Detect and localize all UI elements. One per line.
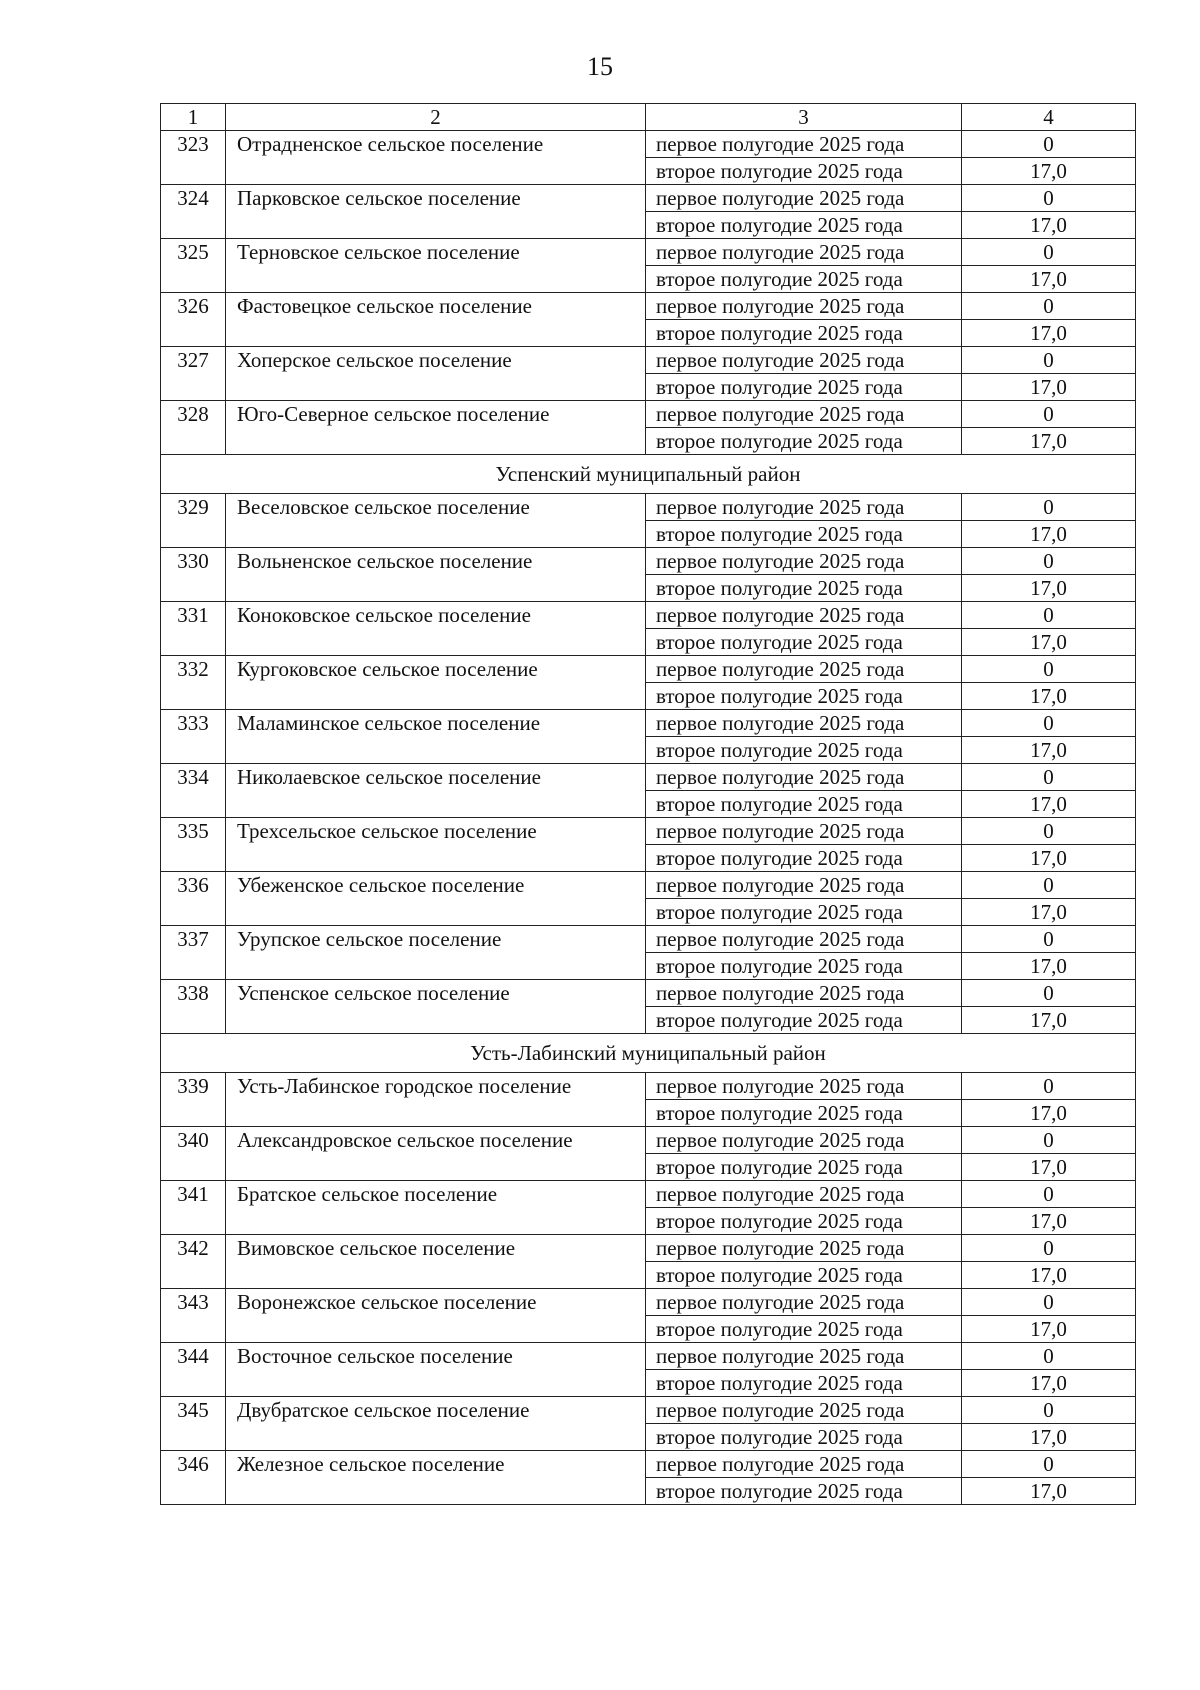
header-cell-col1: 1	[161, 104, 226, 131]
period-value: 17,0	[962, 1478, 1136, 1505]
settlement-name: Александровское сельское поселение	[226, 1127, 646, 1181]
period-value: 17,0	[962, 1007, 1136, 1034]
row-number: 338	[161, 980, 226, 1034]
period-label: второе полугодие 2025 года	[646, 521, 962, 548]
period-label: второе полугодие 2025 года	[646, 1154, 962, 1181]
header-cell-col3: 3	[646, 104, 962, 131]
district-header-row	[161, 455, 1136, 494]
period-value: 0	[962, 980, 1136, 1007]
period-label: первое полугодие 2025 года	[646, 1397, 962, 1424]
row-number: 330	[161, 548, 226, 602]
settlement-name: Маламинское сельское поселение	[226, 710, 646, 764]
table-row	[161, 239, 1136, 266]
period-label: второе полугодие 2025 года	[646, 158, 962, 185]
period-label: первое полугодие 2025 года	[646, 980, 962, 1007]
row-number: 327	[161, 347, 226, 401]
period-value: 0	[962, 926, 1136, 953]
period-label: второе полугодие 2025 года	[646, 953, 962, 980]
period-value: 0	[962, 1127, 1136, 1154]
period-label: первое полугодие 2025 года	[646, 602, 962, 629]
settlement-name: Терновское сельское поселение	[226, 239, 646, 293]
table-row	[161, 602, 1136, 629]
period-label: второе полугодие 2025 года	[646, 1424, 962, 1451]
settlement-name: Усть-Лабинское городское поселение	[226, 1073, 646, 1127]
settlement-name: Трехсельское сельское поселение	[226, 818, 646, 872]
settlement-name: Фастовецкое сельское поселение	[226, 293, 646, 347]
settlement-name: Вольненское сельское поселение	[226, 548, 646, 602]
settlement-name: Хоперское сельское поселение	[226, 347, 646, 401]
header-cell-col2: 2	[226, 104, 646, 131]
table-row	[161, 1451, 1136, 1478]
period-label: первое полугодие 2025 года	[646, 1127, 962, 1154]
period-value: 17,0	[962, 1316, 1136, 1343]
period-value: 0	[962, 1073, 1136, 1100]
period-value: 0	[962, 494, 1136, 521]
period-value: 17,0	[962, 1262, 1136, 1289]
row-number: 337	[161, 926, 226, 980]
period-value: 0	[962, 818, 1136, 845]
row-number: 346	[161, 1451, 226, 1505]
row-number: 323	[161, 131, 226, 185]
table-row	[161, 980, 1136, 1007]
period-label: первое полугодие 2025 года	[646, 1343, 962, 1370]
settlement-name: Воронежское сельское поселение	[226, 1289, 646, 1343]
table-row	[161, 1343, 1136, 1370]
period-label: первое полугодие 2025 года	[646, 1073, 962, 1100]
period-label: второе полугодие 2025 года	[646, 683, 962, 710]
period-label: первое полугодие 2025 года	[646, 131, 962, 158]
period-label: первое полугодие 2025 года	[646, 185, 962, 212]
table-row	[161, 656, 1136, 683]
period-label: первое полугодие 2025 года	[646, 494, 962, 521]
table-row	[161, 1235, 1136, 1262]
period-value: 0	[962, 1397, 1136, 1424]
district-header-row	[161, 1034, 1136, 1073]
period-label: первое полугодие 2025 года	[646, 872, 962, 899]
row-number: 335	[161, 818, 226, 872]
district-name: Усть-Лабинский муниципальный район	[161, 1034, 1136, 1073]
period-value: 0	[962, 131, 1136, 158]
period-label: первое полугодие 2025 года	[646, 1235, 962, 1262]
settlement-name: Николаевское сельское поселение	[226, 764, 646, 818]
period-label: второе полугодие 2025 года	[646, 428, 962, 455]
period-value: 17,0	[962, 1208, 1136, 1235]
period-value: 17,0	[962, 899, 1136, 926]
period-value: 0	[962, 401, 1136, 428]
row-number: 340	[161, 1127, 226, 1181]
period-value: 0	[962, 1289, 1136, 1316]
period-value: 0	[962, 185, 1136, 212]
row-number: 332	[161, 656, 226, 710]
period-label: второе полугодие 2025 года	[646, 899, 962, 926]
row-number: 331	[161, 602, 226, 656]
settlement-name: Отрадненское сельское поселение	[226, 131, 646, 185]
period-label: второе полугодие 2025 года	[646, 1478, 962, 1505]
period-value: 0	[962, 1451, 1136, 1478]
table-row	[161, 764, 1136, 791]
period-label: второе полугодие 2025 года	[646, 320, 962, 347]
period-label: первое полугодие 2025 года	[646, 926, 962, 953]
row-number: 328	[161, 401, 226, 455]
settlement-name: Убеженское сельское поселение	[226, 872, 646, 926]
page-number: 15	[587, 52, 613, 81]
period-value: 0	[962, 548, 1136, 575]
period-value: 17,0	[962, 845, 1136, 872]
period-label: второе полугодие 2025 года	[646, 1100, 962, 1127]
table-row	[161, 1073, 1136, 1100]
data-table	[160, 103, 1136, 1505]
table-row	[161, 818, 1136, 845]
settlement-name: Урупское сельское поселение	[226, 926, 646, 980]
period-label: первое полугодие 2025 года	[646, 764, 962, 791]
row-number: 339	[161, 1073, 226, 1127]
row-number: 329	[161, 494, 226, 548]
period-value: 17,0	[962, 791, 1136, 818]
period-label: второе полугодие 2025 года	[646, 791, 962, 818]
row-number: 343	[161, 1289, 226, 1343]
period-label: второе полугодие 2025 года	[646, 629, 962, 656]
period-label: второе полугодие 2025 года	[646, 845, 962, 872]
table-row	[161, 1289, 1136, 1316]
table-row	[161, 131, 1136, 158]
period-value: 17,0	[962, 575, 1136, 602]
row-number: 324	[161, 185, 226, 239]
period-label: первое полугодие 2025 года	[646, 293, 962, 320]
table-row	[161, 185, 1136, 212]
period-value: 17,0	[962, 1370, 1136, 1397]
period-value: 0	[962, 602, 1136, 629]
period-label: первое полугодие 2025 года	[646, 710, 962, 737]
period-value: 0	[962, 293, 1136, 320]
row-number: 341	[161, 1181, 226, 1235]
table-row	[161, 347, 1136, 374]
settlement-name: Кургоковское сельское поселение	[226, 656, 646, 710]
period-label: первое полугодие 2025 года	[646, 818, 962, 845]
table-row	[161, 1397, 1136, 1424]
period-label: второе полугодие 2025 года	[646, 737, 962, 764]
period-value: 0	[962, 1181, 1136, 1208]
period-value: 0	[962, 872, 1136, 899]
period-value: 17,0	[962, 158, 1136, 185]
district-name: Успенский муниципальный район	[161, 455, 1136, 494]
period-label: второе полугодие 2025 года	[646, 212, 962, 239]
period-value: 17,0	[962, 737, 1136, 764]
settlement-name: Вимовское сельское поселение	[226, 1235, 646, 1289]
period-label: первое полугодие 2025 года	[646, 656, 962, 683]
row-number: 336	[161, 872, 226, 926]
row-number: 345	[161, 1397, 226, 1451]
period-label: первое полугодие 2025 года	[646, 1181, 962, 1208]
period-label: первое полугодие 2025 года	[646, 1289, 962, 1316]
period-label: второе полугодие 2025 года	[646, 1208, 962, 1235]
period-value: 17,0	[962, 683, 1136, 710]
header-cell-col4: 4	[962, 104, 1136, 131]
period-label: второе полугодие 2025 года	[646, 1316, 962, 1343]
settlement-name: Коноковское сельское поселение	[226, 602, 646, 656]
table-row	[161, 710, 1136, 737]
period-label: второе полугодие 2025 года	[646, 1007, 962, 1034]
period-value: 17,0	[962, 428, 1136, 455]
row-number: 326	[161, 293, 226, 347]
period-value: 17,0	[962, 266, 1136, 293]
period-value: 0	[962, 1343, 1136, 1370]
period-value: 17,0	[962, 374, 1136, 401]
period-label: первое полугодие 2025 года	[646, 401, 962, 428]
period-value: 0	[962, 764, 1136, 791]
table-row	[161, 1181, 1136, 1208]
settlement-name: Юго-Северное сельское поселение	[226, 401, 646, 455]
period-value: 17,0	[962, 320, 1136, 347]
period-value: 17,0	[962, 1154, 1136, 1181]
table-row	[161, 872, 1136, 899]
period-label: второе полугодие 2025 года	[646, 1262, 962, 1289]
period-value: 0	[962, 347, 1136, 374]
settlement-name: Двубратское сельское поселение	[226, 1397, 646, 1451]
settlement-name: Восточное сельское поселение	[226, 1343, 646, 1397]
period-value: 17,0	[962, 521, 1136, 548]
row-number: 334	[161, 764, 226, 818]
period-value: 17,0	[962, 953, 1136, 980]
period-label: второе полугодие 2025 года	[646, 374, 962, 401]
table-row	[161, 401, 1136, 428]
table-row	[161, 494, 1136, 521]
period-value: 0	[962, 656, 1136, 683]
table-row	[161, 1127, 1136, 1154]
period-label: второе полугодие 2025 года	[646, 266, 962, 293]
row-number: 342	[161, 1235, 226, 1289]
period-value: 17,0	[962, 212, 1136, 239]
table-row	[161, 293, 1136, 320]
table-row	[161, 548, 1136, 575]
row-number: 344	[161, 1343, 226, 1397]
settlement-name: Парковское сельское поселение	[226, 185, 646, 239]
table-header-row	[161, 104, 1136, 131]
period-value: 0	[962, 1235, 1136, 1262]
settlement-name: Братское сельское поселение	[226, 1181, 646, 1235]
period-value: 17,0	[962, 629, 1136, 656]
row-number: 333	[161, 710, 226, 764]
period-value: 0	[962, 239, 1136, 266]
settlement-name: Веселовское сельское поселение	[226, 494, 646, 548]
period-label: второе полугодие 2025 года	[646, 575, 962, 602]
period-value: 0	[962, 710, 1136, 737]
table-row	[161, 926, 1136, 953]
period-label: второе полугодие 2025 года	[646, 1370, 962, 1397]
period-value: 17,0	[962, 1100, 1136, 1127]
period-label: первое полугодие 2025 года	[646, 548, 962, 575]
period-label: первое полугодие 2025 года	[646, 239, 962, 266]
settlement-name: Успенское сельское поселение	[226, 980, 646, 1034]
settlement-name: Железное сельское поселение	[226, 1451, 646, 1505]
period-label: первое полугодие 2025 года	[646, 1451, 962, 1478]
period-value: 17,0	[962, 1424, 1136, 1451]
row-number: 325	[161, 239, 226, 293]
period-label: первое полугодие 2025 года	[646, 347, 962, 374]
